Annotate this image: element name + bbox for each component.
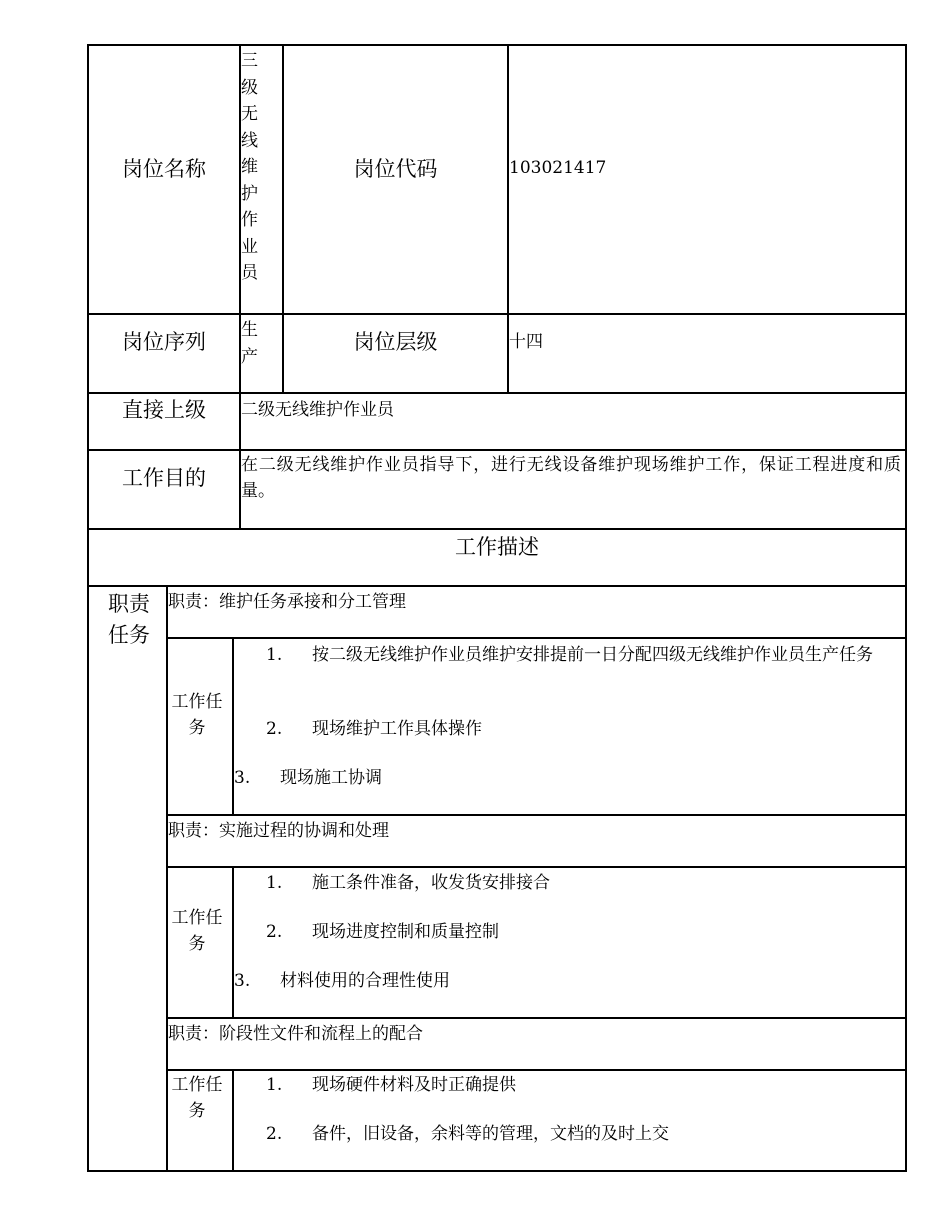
- table-border-right: [905, 44, 907, 1172]
- work-tasks-label: 工作任务: [171, 1075, 223, 1121]
- duty-title: 职责：阶段性文件和流程上的配合: [168, 1024, 423, 1044]
- table-border-top: [87, 44, 907, 46]
- row-divider: [87, 449, 907, 451]
- row-divider: [87, 392, 907, 394]
- position-level-label: 岗位层级: [353, 330, 438, 354]
- row-divider: [166, 866, 907, 868]
- direct-superior-value: 二级无线维护作业员: [241, 400, 394, 420]
- duty-title: 职责：维护任务承接和分工管理: [168, 592, 406, 612]
- table-border-left: [87, 44, 89, 1172]
- position-series-label: 岗位序列: [122, 330, 206, 354]
- task-item: 1. 施工条件准备，收发货安排接合: [266, 873, 550, 893]
- task-item: 1. 按二级无线维护作业员维护安排提前一日分配四级无线维护作业员生产任务: [266, 645, 873, 665]
- work-purpose-value: 在二级无线维护作业员指导下，进行无线设备维护现场维护工作，保证工程进度和质量。: [241, 455, 901, 501]
- row-divider: [166, 814, 907, 816]
- row-divider: [166, 1069, 907, 1071]
- row-divider: [166, 637, 907, 639]
- position-series-value: 生 产: [241, 320, 258, 367]
- position-level-value: 十四: [509, 332, 543, 352]
- work-purpose-label: 工作目的: [122, 466, 206, 490]
- task-item: 1. 现场硬件材料及时正确提供: [266, 1075, 516, 1095]
- row-divider: [87, 313, 907, 315]
- task-item: 2. 现场进度控制和质量控制: [266, 922, 499, 942]
- direct-superior-label: 直接上级: [122, 398, 206, 422]
- work-tasks-label: 工作任务: [171, 692, 223, 738]
- row-divider: [166, 1017, 907, 1019]
- position-code-label: 岗位代码: [353, 157, 438, 181]
- work-description-heading: 工作描述: [455, 535, 539, 559]
- position-name-label: 岗位名称: [122, 157, 206, 181]
- task-item: 2. 备件，旧设备，余料等的管理，文档的及时上交: [266, 1124, 669, 1144]
- task-item: 3. 现场施工协调: [234, 768, 382, 788]
- row-divider: [87, 528, 907, 530]
- position-code-value: 103021417: [509, 158, 607, 178]
- table-border-bottom: [87, 1170, 907, 1172]
- row-divider: [87, 585, 907, 587]
- col-divider: [232, 1069, 234, 1172]
- task-item: 2. 现场维护工作具体操作: [266, 719, 482, 739]
- duties-tasks-label: 职责任务: [108, 592, 150, 647]
- col-divider: [232, 866, 234, 1019]
- position-name-value: 三 级 无 线 维 护 作 业 员: [241, 51, 258, 283]
- task-item: 3. 材料使用的合理性使用: [234, 971, 450, 991]
- duty-title: 职责：实施过程的协调和处理: [168, 821, 389, 841]
- work-tasks-label: 工作任务: [171, 908, 223, 954]
